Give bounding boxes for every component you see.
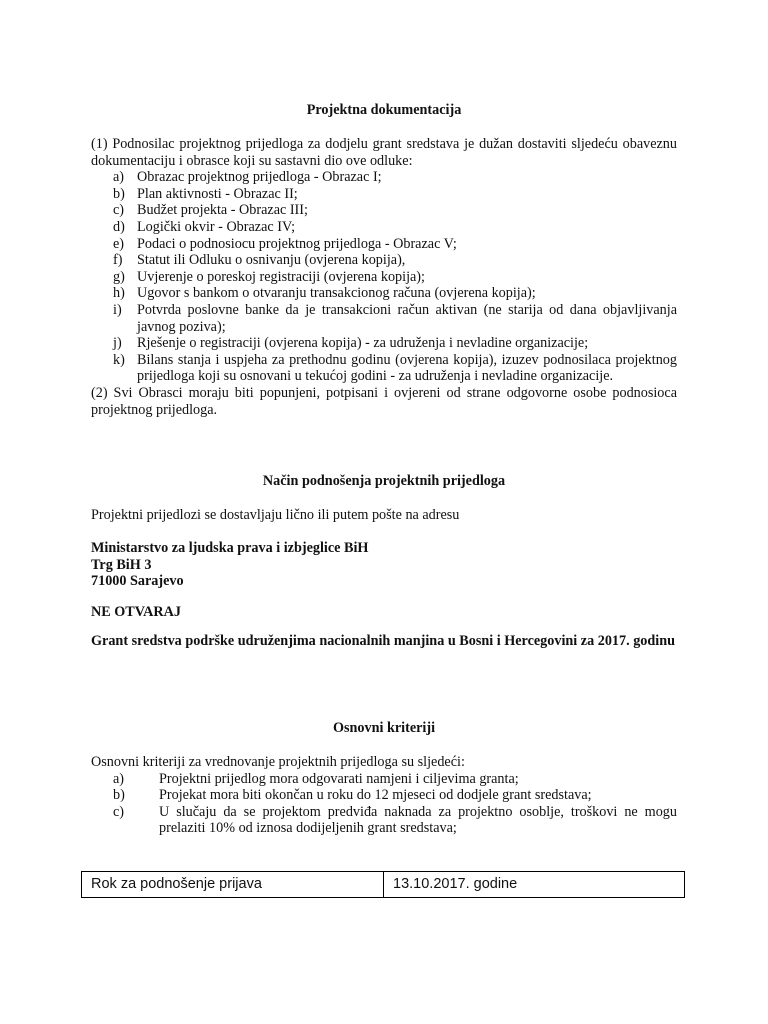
address-line-street: Trg BiH 3 [91,556,152,573]
documentation-intro: (1) Podnosilac projektnog prijedloga za dodjelu grant sredstava je dužan dostaviti sljedeću obaveznu dokumentaciju i obrasce koji su sastavni dio ove odluke: [91,136,677,169]
section-title-osnovni-kriteriji: Osnovni kriteriji [332,720,436,736]
list-item: i) Potvrda poslovne banke da je transakcioni račun aktivan (ne starija od dana objavljivanja javnog poziva); [113,301,677,335]
list-item: k) Bilans stanja i uspjeha za prethodnu godinu (ovjerena kopija), izuzev podnosilaca projektnog prijedloga koji su osnovani u tekućoj godini - za udruženja i nevladine organizacije. [113,351,677,385]
criteria-list [91,771,677,837]
list-item: a) Obrazac projektnog prijedloga - Obrazac I; [113,169,382,186]
address-line-city: 71000 Sarajevo [91,573,184,590]
deadline-table [81,871,685,898]
list-item: c) U slučaju da se projektom predviđa naknada za projektno osoblje, troškovi ne mogu prelaziti 10% od iznosa dodijeljenih grant sredstava; [113,803,677,837]
list-item: j) Rješenje o registraciji (ovjerena kopija) - za udruženja i nevladine organizacije; [113,335,589,352]
envelope-subject: Grant sredstva podrške udruženjima nacionalnih manjina u Bosni i Hercegovini za 2017. godinu [91,633,675,649]
list-item: b) Projekat mora biti okončan u roku do 12 mjeseci od dodjele grant sredstava; [113,787,592,804]
do-not-open-label: NE OTVARAJ [91,604,182,620]
list-item: d) Logički okvir - Obrazac IV; [113,218,296,235]
deadline-label: Rok za podnošenje prijava [82,872,384,897]
list-item: e) Podaci o podnosiocu projektnog prijedloga - Obrazac V; [113,235,457,252]
mailing-address [91,540,677,590]
documentation-list [91,169,677,385]
submission-intro: Projektni prijedlozi se dostavljaju lično ili putem pošte na adresu [91,507,460,523]
deadline-value: 13.10.2017. godine [393,876,518,893]
list-item: h) Ugovor s bankom o otvaranju transakcionog računa (ovjerena kopija); [113,285,536,302]
documentation-section [91,136,677,418]
list-item: c) Budžet projekta - Obrazac III; [113,202,308,219]
address-line-ministry: Ministarstvo za ljudska prava i izbjeglice BiH [91,540,369,556]
list-item: g) Uvjerenje o poreskoj registraciji (ovjerena kopija); [113,268,425,285]
list-item: a) Projektni prijedlog mora odgovarati namjeni i ciljevima granta; [113,770,519,787]
criteria-intro: Osnovni kriteriji za vrednovanje projektnih prijedloga su sljedeći: [91,754,465,770]
list-item: f) Statut ili Odluku o osnivanju (ovjerena kopija), [113,252,406,269]
section-title-projektna-dokumentacija: Projektna dokumentacija [306,102,462,118]
list-item: b) Plan aktivnosti - Obrazac II; [113,185,298,202]
section-title-nacin-podnosenja: Način podnošenja projektnih prijedloga [262,473,506,489]
criteria-section [91,754,677,837]
documentation-note: (2) Svi Obrasci moraju biti popunjeni, potpisani i ovjereni od strane odgovorne osobe podnosioca projektnog prijedloga. [91,384,677,418]
